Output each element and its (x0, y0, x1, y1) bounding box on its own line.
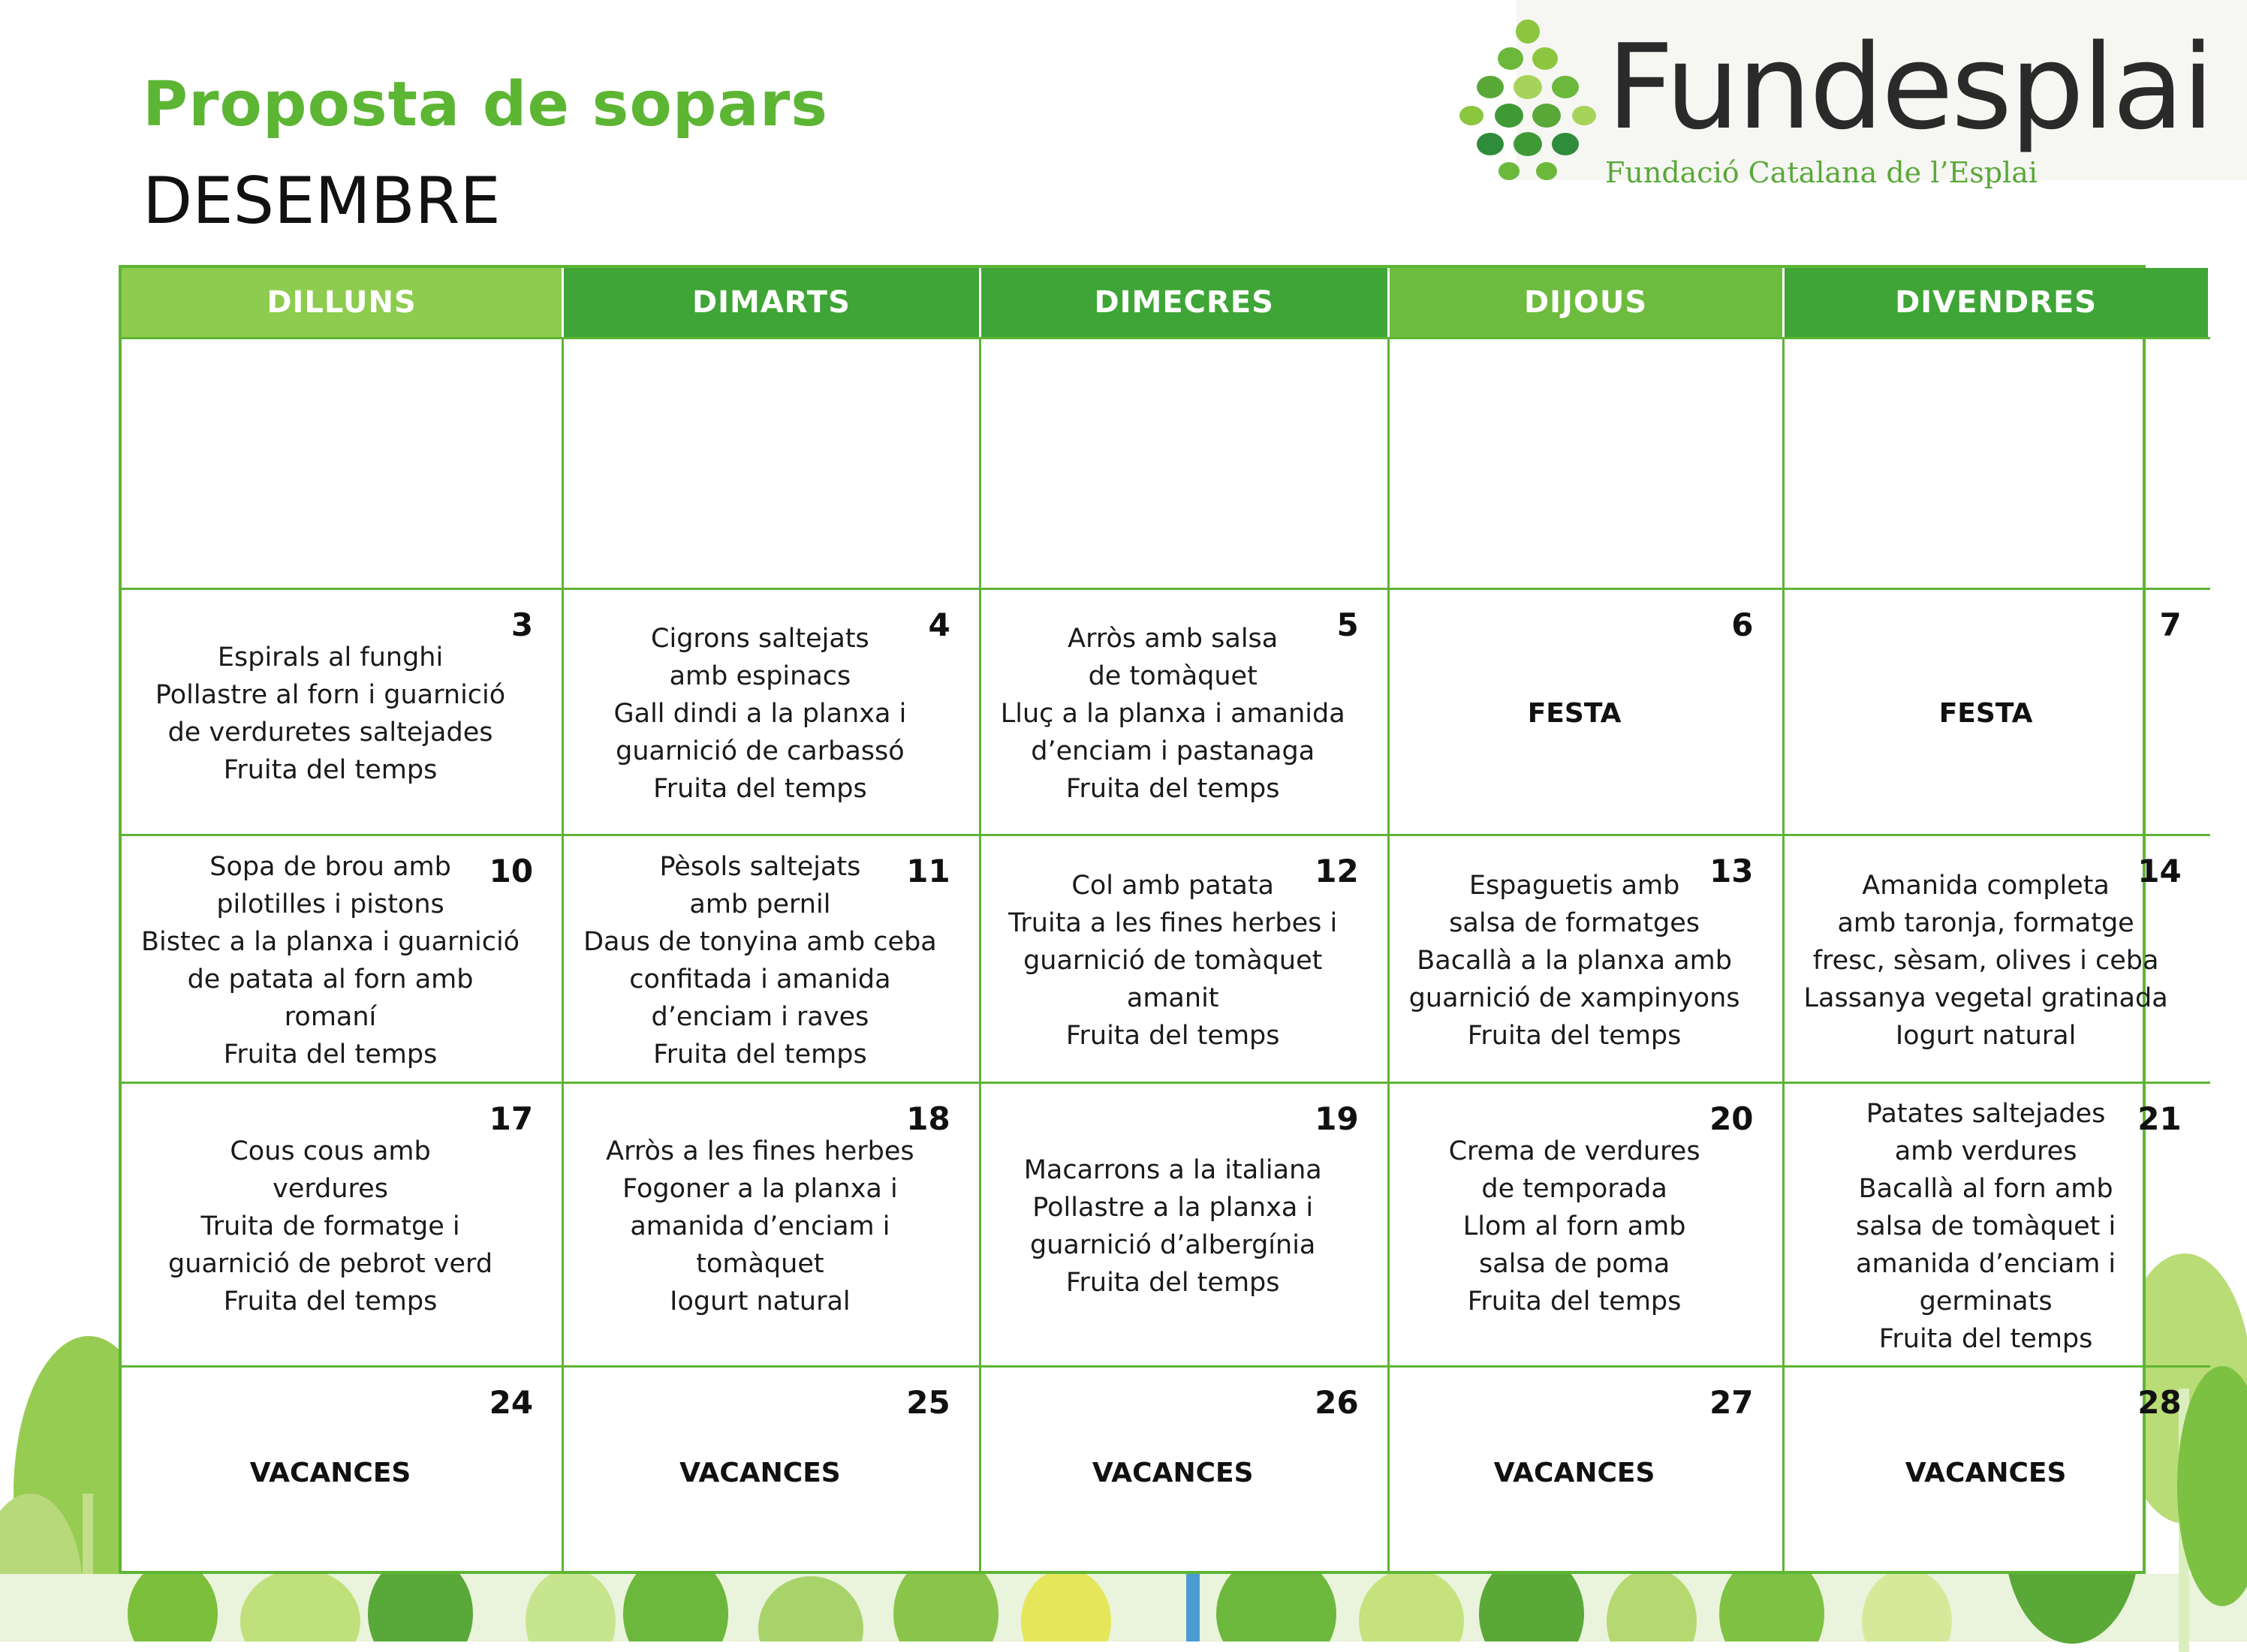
menu-line: Fruita del temps (1467, 1020, 1682, 1051)
menu-line: Pollastre al forn i guarnició (155, 679, 506, 710)
menu-line: de patata al forn amb (187, 964, 474, 995)
day-cell (122, 588, 564, 834)
menu-line: guarnició de tomàquet (1023, 945, 1323, 976)
menu-line: Espirals al funghi (217, 642, 444, 673)
menu-line: pilotilles i pistons (216, 889, 444, 919)
menu-line: Fruita del temps (1467, 1286, 1682, 1316)
day-label: FESTA (1938, 698, 2033, 729)
day-number: 19 (1315, 1100, 1359, 1137)
day-cell (981, 1082, 1390, 1365)
menu-line: Lluç a la planxa i amanida (1000, 698, 1345, 729)
day-cell (1390, 588, 1785, 834)
logo-tagline: Fundació Catalana de l’Esplai (1605, 156, 2038, 189)
day-cell (1785, 337, 2210, 588)
menu-line: verdures (273, 1173, 388, 1204)
weekday-header: DILLUNS (122, 268, 564, 337)
month-title: DESEMBRE (143, 164, 501, 239)
day-cell (564, 834, 981, 1082)
menu-line: Fogoner a la planxa i (622, 1173, 898, 1204)
menu-text (1008, 867, 1337, 1055)
menu-line: Pèsols saltejats (659, 851, 861, 882)
menu-line: de tomàquet (1088, 660, 1258, 691)
page-title: Proposta de sopars (143, 69, 829, 140)
day-number: 18 (906, 1100, 950, 1137)
menu-line: Col amb patata (1071, 870, 1274, 901)
menu-text (155, 639, 505, 789)
menu-line: tomàquet (696, 1248, 824, 1279)
menu-line: d’enciam i pastanaga (1031, 736, 1315, 766)
menu-line: guarnició de xampinyons (1408, 982, 1740, 1013)
menu-text (583, 848, 937, 1073)
menu-line: amb taronja, formatge (1837, 907, 2134, 938)
day-cell (1785, 588, 2210, 834)
menu-text (1804, 867, 2168, 1055)
menu-line: Sopa de brou amb (209, 851, 451, 882)
menu-text (141, 848, 520, 1073)
menu-line: amb verdures (1894, 1136, 2077, 1166)
day-cell (564, 1082, 981, 1365)
menu-line: Truita a les fines herbes i (1008, 907, 1338, 938)
day-number: 11 (906, 853, 950, 889)
day-number: 14 (2137, 853, 2182, 889)
tree-logo-icon (1449, 15, 1607, 188)
menu-line: Daus de tonyina amb ceba (583, 926, 937, 957)
weekday-header: DIVENDRES (1785, 268, 2210, 337)
day-cell (564, 1365, 981, 1574)
day-cell (1785, 834, 2210, 1082)
fundesplai-logo (1449, 15, 2212, 189)
day-label: VACANCES (1905, 1458, 2067, 1488)
menu-line: romaní (284, 1001, 377, 1032)
menu-line: Arròs a les fines herbes (606, 1136, 914, 1166)
menu-line: Iogurt natural (1895, 1020, 2077, 1051)
menu-line: de verduretes saltejades (167, 717, 493, 748)
menu-text (614, 620, 907, 808)
menu-text (1409, 867, 1740, 1055)
weekday-header: DIMECRES (981, 268, 1390, 337)
menu-line: Arròs amb salsa (1068, 623, 1279, 654)
weekday-header: DIMARTS (564, 268, 981, 337)
menu-line: Cigrons saltejats (651, 623, 869, 654)
menu-line: amanit (1126, 982, 1219, 1013)
menu-line: Pollastre a la planxa i (1032, 1192, 1314, 1223)
menu-line: amb espinacs (669, 660, 851, 691)
day-label: VACANCES (679, 1458, 841, 1488)
day-number: 26 (1315, 1384, 1359, 1421)
day-cell (564, 588, 981, 834)
day-cell (122, 1082, 564, 1365)
menu-line: guarnició de pebrot verd (168, 1248, 493, 1279)
menu-text (1024, 1151, 1322, 1301)
menu-line: Espaguetis amb (1468, 870, 1680, 901)
menu-line: Fruita del temps (653, 1039, 867, 1070)
menu-line: salsa de formatges (1449, 907, 1700, 938)
menu-line: salsa de poma (1478, 1248, 1670, 1279)
day-cell (1390, 337, 1785, 588)
day-label: FESTA (1527, 698, 1622, 729)
day-cell (1390, 834, 1785, 1082)
day-label: VACANCES (1092, 1458, 1254, 1488)
weekday-header: DIJOUS (1390, 268, 1785, 337)
day-cell (1785, 1082, 2210, 1365)
dinner-calendar (119, 265, 2182, 1574)
menu-line: d’enciam i raves (651, 1001, 869, 1032)
menu-text (1001, 620, 1345, 808)
menu-line: Bacallà a la planxa amb (1417, 945, 1732, 976)
day-number: 5 (1336, 606, 1359, 643)
day-number: 4 (928, 606, 950, 643)
menu-line: fresc, sèsam, olives i ceba (1812, 945, 2159, 976)
menu-text (606, 1133, 914, 1320)
day-label: VACANCES (249, 1458, 411, 1488)
menu-text (1449, 1133, 1700, 1320)
day-cell (1785, 1365, 2210, 1574)
logo-name: Fundesplai (1607, 19, 2212, 155)
menu-line: amb pernil (689, 889, 831, 919)
menu-line: Llom al forn amb (1462, 1211, 1686, 1241)
day-number: 21 (2137, 1100, 2182, 1137)
day-number: 28 (2137, 1384, 2182, 1421)
day-number: 17 (489, 1100, 534, 1137)
day-cell (981, 337, 1390, 588)
menu-line: guarnició d’albergínia (1030, 1229, 1316, 1260)
menu-line: Cous cous amb (230, 1136, 431, 1166)
day-number: 12 (1315, 853, 1359, 889)
menu-text (1856, 1095, 2116, 1358)
menu-line: Iogurt natural (670, 1286, 851, 1316)
menu-line: Fruita del temps (223, 1039, 438, 1070)
menu-line: Fruita del temps (1878, 1323, 2093, 1354)
day-cell (564, 337, 981, 588)
day-label: VACANCES (1493, 1458, 1655, 1488)
day-cell (981, 588, 1390, 834)
menu-line: Bacallà al forn amb (1858, 1173, 2113, 1204)
day-cell (122, 1365, 564, 1574)
menu-line: amanida d’enciam i (630, 1211, 890, 1241)
day-number: 27 (1709, 1384, 1754, 1421)
day-number: 13 (1709, 853, 1754, 889)
menu-line: Fruita del temps (1065, 1020, 1280, 1051)
menu-line: Crema de verdures (1448, 1136, 1700, 1166)
day-cell (1390, 1365, 1785, 1574)
menu-line: Patates saltejades (1866, 1098, 2106, 1129)
day-number: 7 (2159, 606, 2182, 643)
menu-line: Fruita del temps (223, 754, 438, 785)
menu-line: Fruita del temps (1065, 1267, 1280, 1298)
menu-line: Fruita del temps (223, 1286, 438, 1316)
day-cell (981, 1365, 1390, 1574)
menu-line: Gall dindi a la planxa i (613, 698, 907, 729)
day-number: 6 (1731, 606, 1754, 643)
menu-line: Macarrons a la italiana (1023, 1154, 1322, 1185)
day-number: 24 (489, 1384, 534, 1421)
menu-line: salsa de tomàquet i (1855, 1211, 2116, 1241)
menu-line: Fruita del temps (653, 773, 867, 804)
menu-line: Amanida completa (1862, 870, 2110, 901)
menu-line: de temporada (1481, 1173, 1667, 1204)
menu-line: guarnició de carbassó (616, 736, 905, 766)
day-cell (981, 834, 1390, 1082)
menu-line: Lassanya vegetal gratinada (1803, 982, 2168, 1013)
day-number: 10 (489, 853, 534, 889)
day-number: 3 (511, 606, 534, 643)
menu-text (168, 1133, 492, 1320)
day-number: 20 (1709, 1100, 1754, 1137)
day-cell (122, 834, 564, 1082)
day-number: 25 (906, 1384, 950, 1421)
menu-line: Truita de formatge i (200, 1211, 460, 1241)
menu-line: amanida d’enciam i (1856, 1248, 2116, 1279)
menu-line: Bistec a la planxa i guarnició (141, 926, 520, 957)
menu-line: germinats (1919, 1286, 2053, 1316)
menu-line: confitada i amanida (629, 964, 891, 995)
day-cell (1390, 1082, 1785, 1365)
day-cell (122, 337, 564, 588)
menu-line: Fruita del temps (1065, 773, 1280, 804)
